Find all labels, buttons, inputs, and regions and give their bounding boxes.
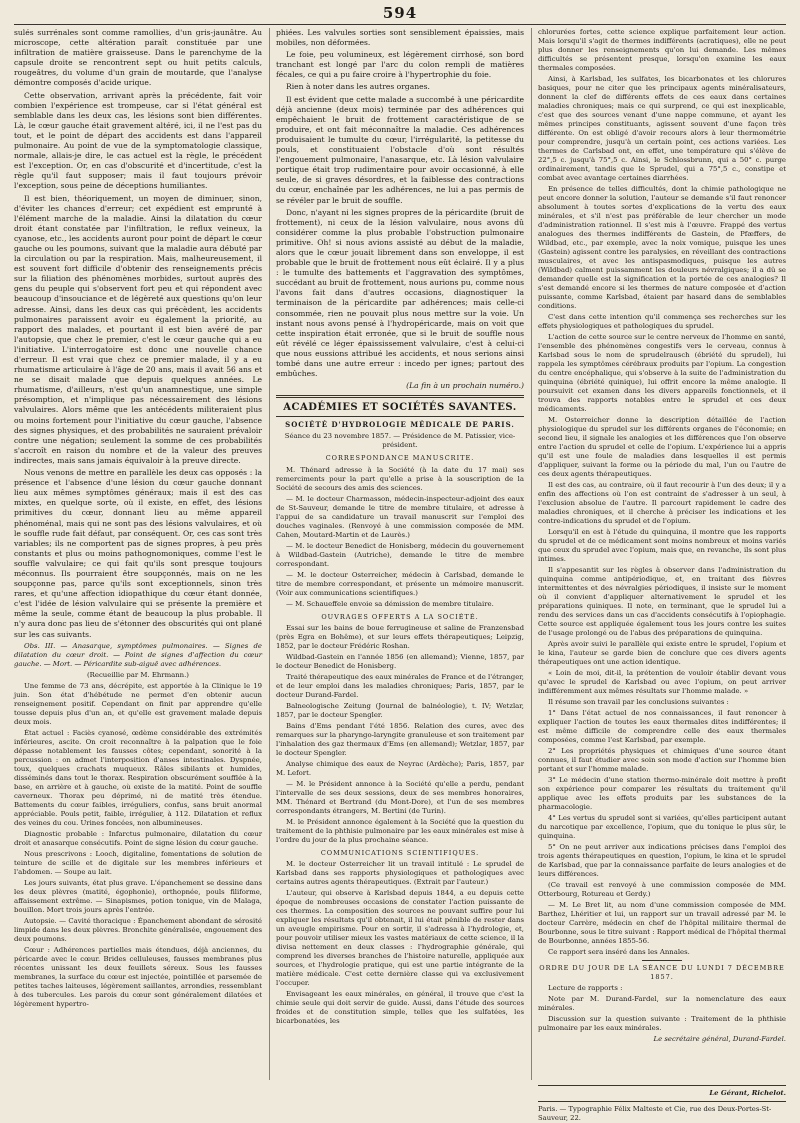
gerant-line: Le Gérant, Richelot. [709,1089,786,1097]
agenda-heading: ORDRE DU JOUR DE LA SÉANCE DU LUNDI 7 DÉCEMBRE 1857. [539,964,785,981]
paragraph: 5° On ne peut arriver aux indications précises dans l'emploi des trois agents thérapeutiques en question, l'opium, le kina et le sprudel de Karlsbad, que par la connaissance parfaite de leurs analogies et de leurs différences. [538,843,786,878]
paragraph: 2° Les propriétés physiques et chimiques d'une source étant connues, il faut étudier avec soin son mode d'action sur l'homme bien portant et sur l'homme malade. [538,747,786,773]
paragraph: Il est des cas, au contraire, où il faut recourir à l'un des deux; il y a enfin des affections où l'on est contraint de s'adresser à un seul, à l'exclusion absolue de l'autre. Il parcourt rapidement le cadre des maladies chroniques, et il cherche à préciser les indications et les contre-indications du sprudel et de l'opium. [538,481,786,525]
footer-rule [538,1101,786,1102]
paragraph: phiées. Les valvules sorties sont sensiblement épaissies, mais mobiles, non déformées. [276,28,524,48]
society-title: SOCIÉTÉ D'HYDROLOGIE MÉDICALE DE PARIS. [285,420,515,430]
paragraph: — M. Schaueffele envoie sa démission de membre titulaire. [286,599,494,608]
paragraph: Wildbad-Gastein en l'année 1856 (en allemand); Vienne, 1857, par le docteur Benedict de Honisberg. [276,652,524,670]
paragraph: Il résume son travail par les conclusions suivantes : [548,698,729,706]
agenda-item: Discussion sur la question suivante : Traitement de la phthisie pulmonaire par les eaux minérales. [538,1015,786,1032]
paragraph: — M. Le Bret lit, au nom d'une commission composée de MM. Barthez, Lhéritier et lui, un rapport sur un travail adressé par M. le docteur Carrère, médecin en chef de l'hôpital militaire thermal de Bourbonne, sous le titre suivant : Rapport médical de l'hôpital thermal de Bourbonne, années 1855-56. [538,901,786,945]
paragraph: Nous prescrivons : Looch, digitaline, fomentations de solution de teinture de scille et de digitale sur les membres inférieurs et l'abdomen. — Soupe au lait. [14,849,262,876]
paragraph: (Ce travail est renvoyé à une commission composée de MM. Otterbourg, Rotureau et Gerdy.) [538,881,786,898]
paragraph: M. le Président annonce également à la Société que la question du traitement de la phthisie pulmonaire par les eaux minérales est mise à l'ordre du jour de la plus prochaine séance. [276,817,524,844]
agenda-item: Note par M. Durand-Fardel, sur la nomenclature des eaux minérales. [538,995,786,1012]
section-rule [276,395,524,398]
paragraph: En présence de telles difficultés, dont la chimie pathologique ne peut encore donner la solution, l'auteur se demande s'il faut renoncer absolument à toutes sortes d'explications de la vertu des eaux minérales, et s'il n'est pas préférable de leur chercher un mode d'administration rationnel. Il s'est mis à l'œuvre. Frappé des vertus analogues des thermes indifférents de Gastein, de Pfæffers, de Wildbad, etc., par exemple, avec la noix vomique, puisque les unes (Gastein) agissent contre les paralysies, en réveillant des contractions musculaires, et avec les antispasmodiques, puisque les autres (Wildbad) calment puissamment les douleurs névralgiques; il a dû se demander quelle est la signification et la portée de ces analogies? Il s'est demandé encore si les thermes de nature composée et d'action puissante, comme Karlsbad, étaient par hasard dans de semblables conditions. [538,185,786,310]
paragraph: Balneologische Zeitung (Journal de balnéologie), t. IV; Wetzlar, 1857, par le docteur Spengler. [276,701,524,719]
paragraph: « Loin de moi, dit-il, la prétention de vouloir établir devant vous qu'avec le sprudel de Karlsbad ou avec l'opium, on peut arriver indifféremment aux mêmes résultats sur l'homme malade. » [538,669,786,695]
paragraph: Il est évident que cette malade a succombé à une péricardite déjà ancienne (deux mois) terminée par des adhérences qui empêchaient le bruit de frottement caractéristique de se produire, et ont fait méconnaître la maladie. Ces adhérences produisaient le tumulte du cœur, l'irrégularité, la petitesse du pouls, et constituaient l'obstacle d'où sont résultés l'engouement pulmonaire, l'anasarque, etc. Là lésion valvulaire portique était trop rudimentaire pour avoir occasionné, à elle seule, de si graves désordres, et la faiblesse des contractions du cœur, enchaînée par les adhérences, ne lui a pas permis de se révéler par le bruit de souffle. [276,94,524,205]
footer-rule [538,1085,786,1086]
divider [642,960,682,961]
section-title: ACADÉMIES ET SOCIÉTÉS SAVANTES. [283,402,517,414]
observation-source: (Recueillie par M. Ehrmann.) [86,670,189,679]
section-rule [276,416,524,417]
column-3 [538,28,786,1068]
header-rule [14,24,786,25]
subsection-heading: CORRESPONDANCE MANUSCRITE. [325,454,475,463]
paragraph: Lorsqu'il en est à l'étude du quinquina, il montre que les rapports du sprudel et de ce médicament sont moins nombreux et moins variés que ceux du sprudel avec l'opium, mais que, en revanche, ils sont plus intimes. [538,528,786,563]
paragraph: Cette observation, arrivant après la précédente, fait voir combien l'expérience est trompeuse, car si l'état général est semblable dans les deux cas, les lésions sont bien différentes. Là, le cœur gauche était gravement altéré, ici, il ne l'est pas du tout, et le point de départ des accidents est dans l'appareil pulmonaire. Au point de vue de la symptomatologie classique, normale, allais-je dire, le cas actuel est la règle, le précédent est l'exception. Or, en cas d'obscurité et d'incertitude, c'est la règle qu'il faut supposer; mais il faut toujours prévoir l'exception, sous peine de déceptions humiliantes. [14,90,262,191]
paragraph: Ce rapport sera inséré dans les Annales. [548,948,690,956]
paragraph: Il est bien, théoriquement, un moyen de diminuer, sinon, d'éviter les chances d'erreur; cet expédient est emprunté à l'élément marche de la maladie. Ainsi la dilatation du cœur droit étant constatée par l'infiltration, le reflux veineux, la cyanose, etc., les accidents auront pour point de départ le cœur gauche ou les poumons, suivant que la maladie aura débuté par la circulation ou par la respiration. Mais, malheureusement, il est souvent fort difficile d'obtenir des renseignements précis sur la filiation des phénomènes morbides, surtout auprès des gens du peuple qui s'observent fort peu et qui répondent avec beaucoup d'insouciance et de légèreté aux questions qu'on leur adresse. Ainsi, dans les deux cas qui précèdent, les accidents pulmonaires paraissent avoir eu également la priorité, au rapport des malades, et pourtant il est bien avéré de par l'autopsie, que chez le premier, c'est le cœur gauche qui a eu l'initiative. L'interrogatoire est donc une nouvelle chance d'erreur. Il est vrai que chez ce premier malade, il y a eu rhumatisme articulaire à l'âge de 20 ans, mais il avait 56 ans et ne se disait malade que depuis quelques années. Le rhumatisme, d'ailleurs, n'est qu'un anamnestique, une simple présomption, et n'implique pas nécessairement des lésions valvulaires. Alors même que les antécédents militeraient plus ou moins fortement pour l'initiative du cœur gauche, l'absence des signes physiques, et des probabilités ne sauraient prévaloir contre une négation; seulement la somme de ces probabilités s'accroît en raison du nombre et de la valeur des preuves indirectes, mais sans jamais équivaloir à la preuve directe. [14,193,262,465]
paragraph: sulés surrénales sont comme ramollies, d'un gris-jaunâtre. Au microscope, cette altération paraît constituée par une infiltration de matière graisseuse. Dans le parenchyme de la capsule droite se rencontrent sept ou huit petits calculs, rougeâtres, du volume d'un grain de moutarde, que l'analyse démontre composés d'acide urique. [14,28,262,88]
paragraph: Cœur : Adhérences partielles mais étendues, déjà anciennes, du péricarde avec le cœur. Brides celluleuses, fausses membranes plus récentes unissant les deux feuillets séreux. Sous les fausses membranes, la surface du cœur est injectée, pointillée et parsemée de petites taches laiteuses, légèrement saillantes, arrondies, ressemblant à des tubercules. Les parois du cœur sont généralement dilatées et légèrement hypertro- [14,945,262,1008]
paragraph: Une femme de 73 ans, décrépite, est apportée à la Clinique le 19 juin. Son état d'hébétude ne permet d'en obtenir aucun renseignement positif. Cependant on finit par apprendre qu'elle tousse depuis plus d'un an, et qu'elle est gravement malade depuis deux mois. [14,681,262,726]
session-line: Séance du 23 novembre 1857. — Présidence de M. Patissier, vice-président. [284,432,516,450]
paragraph: Analyse chimique des eaux de Neyrac (Ardèche); Paris, 1857, par M. Lefort. [276,759,524,777]
paragraph: Nous venons de mettre en parallèle les deux cas opposés : la présence et l'absence d'une lésion du cœur gauche donnant lieu aux mêmes symptômes généraux; mais il est des cas mixtes, en quelque sorte, où il existe, en effet, des lésions primitives du cœur, donnant lieu au même appareil phénoménal, mais qui ne sont pas des lésions valvulaires, et où le souffle rude fait défaut, par conséquent. Or, ces cas sont très variables; ils ne comportent pas de signes propres, à peu près constants et plus ou moins pathognomoniques, comme l'est le souffle valvulaire; ce qui fait qu'ils sont presque toujours méconnus. Ils pourraient être soupçonnés, mais on ne les soupçonne pas, parce qu'ils sont exceptionnels, sinon très rares, et qu'une affection idiopathique du cœur étant donnée, c'est l'idée de lésion valvulaire qui se présente la première et même la seule, comme étant de beaucoup la plus probable. Il n'y aura donc pas lieu de s'étonner des obscurités qui ont plané sur les cas suivants. [14,468,262,639]
imprint-line: Paris. — Typographie Félix Malteste et Cie, rue des Deux-Portes-St-Sauveur, 22. [538,1105,772,1122]
paragraph: Le foie, peu volumineux, est légèrement cirrhosé, son bord tranchant est longé par l'arc du colon rempli de matières fécales, ce qui a pu faire croire à l'hypertrophie du foie. [276,50,524,80]
paragraph: 3° Le médecin d'une station thermo-minérale doit mettre à profit son expérience pour comparer les résultats du traitement qu'il applique avec les effets produits par les substances de la pharmacologie. [538,776,786,811]
paragraph: chlorurées fortes, cette science explique parfaitement leur action. Mais lorsqu'il s'agit de thermes indifférents (acratiques), elle ne peut plus donner les renseignements qu'on lui demande. Les mêmes difficultés se présentent presque, lorsqu'on examine les eaux thermales composées. [538,28,786,72]
paragraph: Envisageant les eaux minérales, en général, il trouve que c'est la chimie seule qui doit servir de guide. Aussi, dans l'étude des sources froides et de constitution simple, telles que les sulfatées, les bicarbonatées, les [276,989,524,1025]
paragraph: — M. le docteur Charmasson, médecin-inspecteur-adjoint des eaux de St-Sauveur, demande le titre de membre titulaire, et adresse à l'appui de sa candidature un travail manuscrit sur l'emploi des douches vaginales. (Renvoyé à une commission composée de MM. Cahen, Moutard-Martin et de Laurès.) [276,494,524,539]
subsection-heading: OUVRAGES OFFERTS A LA SOCIÉTÉ. [321,612,479,621]
column-1 [14,28,262,1100]
agenda-item: Lecture de rapports : [548,984,623,992]
paragraph: M. Thénard adresse à la Société (à la date du 17 mai) ses remerciments pour la part qu'elle a prise à la souscription de la Société de secours des amis des sciences. [276,465,524,492]
secretary-signature: Le secrétaire général, Durand-Fardel. [653,1035,786,1043]
paragraph: L'auteur, qui observe à Karlsbad depuis 1844, a eu depuis cette époque de nombreuses occasions de constater l'action puissante de ces thermes. La composition des sources ne pouvant suffire pour lui expliquer les résultats qu'il obtenait, il lui était pénible de rester dans un aveugle empirisme. Pour en sortir, il s'adressa à l'hydrologie, et, pour pouvoir utiliser mieux les vastes matériaux de cette science, il la divisa nettement en deux classes : l'hydrographie générale, qui comprend les diverses branches de l'histoire naturelle, appliquée aux sources, et l'hydrologie pratique, qui est une partie intégrante de la matière médicale. C'est cette dernière classe qui va exclusivement l'occuper. [276,888,524,987]
paragraph: — M. le Président annonce à la Société qu'elle a perdu, pendant l'intervalle de ses deux sessions, deux de ses membres honoraires, MM. Thénard et Bertrand (du Mont-Dore), et l'un de ses membres correspondants étrangers, M. Bertini (de Turin). [276,779,524,815]
paragraph: C'est dans cette intention qu'il commença ses recherches sur les effets physiologiques et pathologiques du sprudel. [538,313,786,330]
paragraph: 1° Dans l'état actuel de nos connaissances, il faut renoncer à expliquer l'action de toutes les eaux thermales dites indifférentes; il est même difficile de comprendre celle des eaux thermales composées, comme l'est Karlsbad, par exemple. [538,709,786,744]
footer [538,1082,786,1123]
paragraph: — M. le docteur Benedict de Honisberg, médecin du gouvernement à Wildbad-Gastein (Autriche), demande le titre de membre correspondant. [276,541,524,568]
paragraph: M. Osterreicher donne la description détaillée de l'action physiologique du sprudel sur les différents organes de l'économie; en second lieu, il signale les analogies et les différences que l'on observe entre l'action du sprudel et celle de l'opium. L'expérience lui a appris qu'il est une foule de maladies dans lesquelles il est permis d'appliquer, suivant la forme ou la période du mal, l'un ou l'autre de ces deux agents thérapeutiques. [538,416,786,478]
column-divider [269,28,270,1080]
paragraph: Diagnostic probable : Infarctus pulmonaire, dilatation du cœur droit et anasarque consécutifs. Point de signe lésion du cœur gauche. [14,829,262,847]
paragraph: Bains d'Ems pendant l'été 1856. Relation des cures, avec des remarques sur la pharyngo-laryngite granuleuse et son traitement par l'inhalation des gaz thermaux d'Ems (en allemand); Wetzlar, 1857, par le docteur Spengler. [276,721,524,757]
subsection-heading: COMMUNICATIONS SCIENTIFIQUES. [320,848,480,857]
paragraph: Rien à noter dans les autres organes. [286,82,430,92]
column-divider [531,28,532,1080]
paragraph: Les jours suivants, état plus grave. L'épanchement se dessine dans les deux plèvres (matité, égophonie), orthopnée, pouls filiforme, affaissement extrême. — Sinapismes, potion tonique, vin de Malaga, bouillon. Mort trois jours après l'entrée. [14,878,262,914]
paragraph: Donc, n'ayant ni les signes propres de la péricardite (bruit de frottement), ni ceux de la lésion valvulaire, nous avons dû considérer comme la plus probable l'obstruction pulmonaire primitive. Oh! si nous avions assisté au début de la maladie, alors que le cœur jouait librement dans son enveloppe, il est probable que le bruit de frottement nous eût éclairé. Il y a plus : le tumulte des battements et l'aggravation des symptômes, succédant au bruit de frottement, nous aurions pu, comme nous l'avons fait dans d'autres occasions, diagnostiquer la terminaison de la péricardite par adhérences; mais celle-ci consommée, rien ne pouvait plus nous mettre sur la voie. Un instant nous avons pensé à l'hydropéricarde, mais on voit que cette inspiration était erronée, que si le bruit de souffle nous eût révélé ce léger épaississement valvulaire, c'est à celui-ci que nous eussions attribué les accidents, et nous serions ainsi tombé dans une autre erreur : incedo per ignes; partout des embûches. [276,207,524,379]
continued-note: (La fin à un prochain numéro.) [406,381,524,391]
paragraph: Autopsie. — Cavité thoracique : Épanchement abondant de sérosité limpide dans les deux plèvres. Bronchite généralisée, engouement des deux poumons. [14,916,262,943]
paragraph: 4° Les vertus du sprudel sont si variées, qu'elles participent autant du narcotique par excellence, l'opium, que du tonique le plus sûr, le quinquina. [538,814,786,840]
paragraph: Traité thérapeutique des eaux minérales de France et de l'étranger, et de leur emploi dans les maladies chroniques; Paris, 1857, par le docteur Durand-Fardel. [276,672,524,699]
paragraph: Essai sur les bains de boue ferrugineuse et saline de Franzensbad (près Egra en Bohême), et sur leurs effets thérapeutiques; Leipzig, 1852, par le docteur Frédéric Roshan. [276,623,524,650]
paragraph: — M. le docteur Osterreicher, médecin à Carlsbad, demande le titre de membre correspondant, et présente un mémoire manuscrit. (Voir aux communications scientifiques.) [276,570,524,597]
paragraph: Après avoir suivi le parallèle qui existe entre le sprudel, l'opium et le kina, l'auteur se garde bien de conclure que ces divers agents thérapeutiques ont une action identique. [538,640,786,666]
observation-heading: Obs. III. — Anasarque, symptômes pulmonaires. — Signes de dilatation du cœur droit. — Point de signes d'affection du cœur gauche. — Mort. — Péricardite sub-aiguë avec adhérences. [14,641,262,668]
page-number: 594 [382,4,418,22]
paragraph: État actuel : Faciès cyanosé, œdème considérable des extrémités inférieures, ascite. On croit reconnaître à la palpation que le foie dépasse notablement les fausses côtes; cependant, sonorité à la percussion : on admet l'interposition d'anses intestinales. Dyspnée, toux, quelques crachats muqueux. Râles sibilants et humides, disséminés dans tout le thorax. Respiration obscurément soufflée à la base, en arrière et à gauche, où existe de la matité. Point de souffle caverneux. Thorax peu déprimé, ni de matité très étendue. Battements du cœur faibles, irréguliers, confus, sans bruit anormal appréciable. Pouls petit, faible, irrégulier, à 112. Dilatation et reflux des veines du cou. Urines foncées, non albumineuses. [14,728,262,827]
paragraph: Ainsi, à Karlsbad, les sulfates, les bicarbonates et les chlorures basiques, pour ne citer que les principaux agents minéralisateurs, donnent la clef de différents effets de ces eaux dans certaines maladies chroniques; mais ce qui surprend, ce qui est inexplicable, c'est que des sources venant d'une nappe commune, et ayant les mêmes principes constituants, agissent souvent d'une façon très différente. On est obligé d'avoir recours alors à leur thermométrie pour comprendre, jusqu'à un certain point, ces actions variées. Les thermes de Carlsbad ont, en effet, une température qui s'élève de 22°,5 c. jusqu'à 75°,5 c. Ainsi, le Schlossbrunn, qui a 50° c. purge ordinairement, tandis que le Sprudel, qui a 75°,5 c., constipe et combat avec avantage certaines diarrhées. [538,75,786,182]
paragraph: M. le docteur Osterreicher lit un travail intitulé : Le sprudel de Karlsbad dans ses rapports physiologiques et pathologiques avec certains autres agents thérapeutiques. (Extrait par l'auteur.) [276,859,524,886]
paragraph: Il s'appesantit sur les règles à observer dans l'administration du quinquina comme antipériodique, et, en traitant des fièvres intermittentes et des névralgies périodiques, il insiste sur le moment où il convient d'appliquer alternativement le sprudel et les préparations quiniques. Il note, en terminant, que le sprudel lui a rendu des services dans un cas d'accidents consécutifs à l'opiophagie. Cette source est appliquée également tous les jours contre les suites de l'usage prolongé ou de l'abus des préparations de quinquina. [538,566,786,637]
column-2 [276,28,524,1088]
paragraph: L'action de cette source sur le centre nerveux de l'homme en santé, l'ensemble des phénomènes congestifs vers le cerveau, connus à Karlsbad sous le nom de sprudelrausch (ébriété du sprudel), lui rappela les symptômes cérébraux produits par l'opium. La congestion du centre encéphalique, qui s'observe à la suite de l'administration du quinquina (ébriété quinique), lui offrit encore la même analogie. Il poursuivit cet examen dans les divers appareils fonctionnels, et il trouva des rapports notables entre le sprudel et ces deux médicaments. [538,333,786,413]
